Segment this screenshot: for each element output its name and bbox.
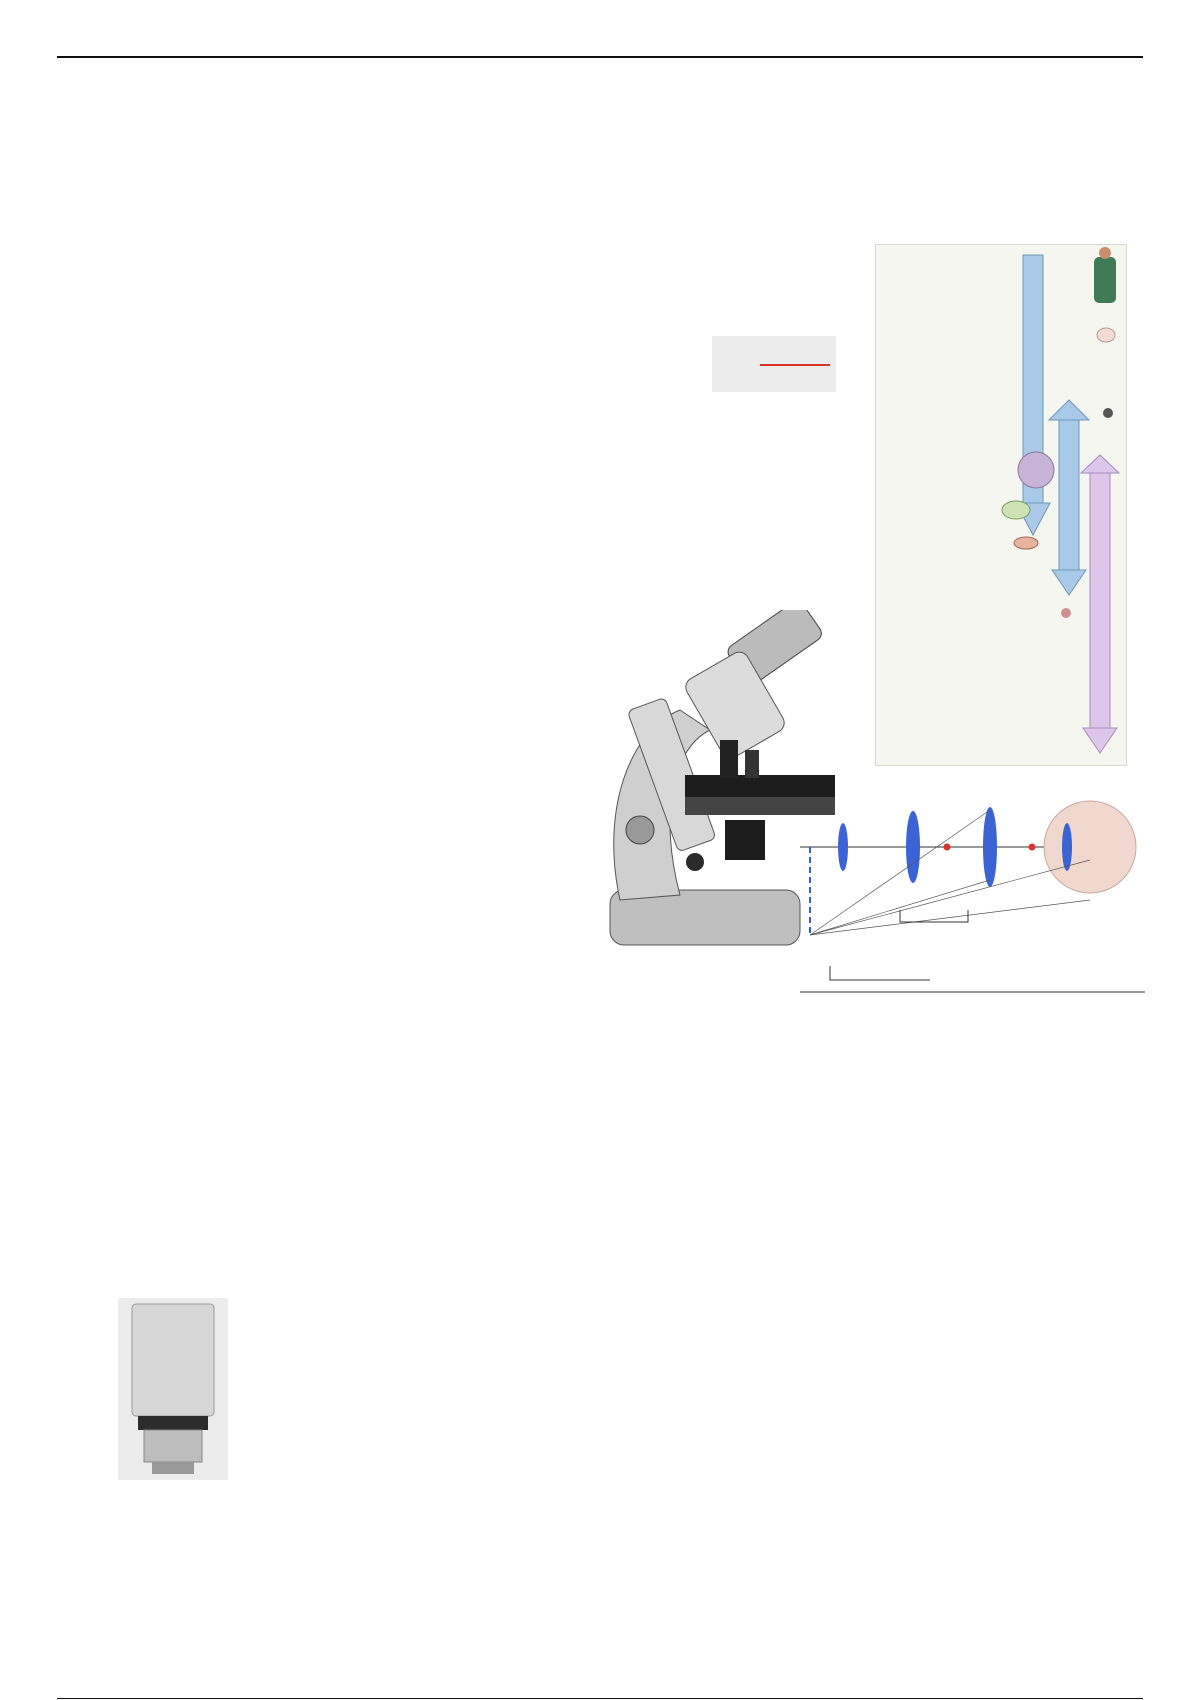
- optics-svg: [800, 770, 1145, 1010]
- light-control: [686, 853, 704, 871]
- light-microscope-top: [1049, 400, 1089, 420]
- lens-photo-svg: [118, 1298, 228, 1480]
- macro-knob: [626, 816, 654, 844]
- objective-lens-photo: [118, 1298, 228, 1480]
- ray: [810, 860, 1090, 935]
- frog-egg-illustration: [1103, 408, 1113, 418]
- tube-lens: [906, 811, 920, 883]
- bottom-rule: [57, 1698, 1143, 1699]
- size-scale-svg: [876, 245, 1126, 765]
- microscope-objective: [720, 740, 738, 778]
- human-head: [1099, 247, 1111, 259]
- intermediate-image-point: [944, 844, 951, 851]
- objective-lens: [838, 823, 848, 871]
- tube-length-bracket: [900, 910, 968, 922]
- top-rule: [57, 56, 1143, 58]
- electron-microscope-arrow: [1083, 728, 1117, 753]
- human-figure: [1094, 257, 1116, 303]
- electron-microscope-bar: [1090, 473, 1110, 728]
- mitochondrion-illustration: [1014, 537, 1038, 549]
- image-point: [1029, 844, 1036, 851]
- microscope-objective-2: [745, 750, 759, 778]
- lens-tip: [144, 1430, 202, 1462]
- infinity-space-bracket: [830, 966, 930, 980]
- size-scale-chart: [875, 244, 1127, 766]
- microscope-condensor: [725, 820, 765, 860]
- ray: [810, 900, 1090, 935]
- eye-lens: [1062, 823, 1072, 871]
- electron-microscope-top: [1081, 455, 1119, 473]
- egg-illustration: [1097, 328, 1115, 342]
- cell-illustration: [1018, 452, 1054, 488]
- resolution-formula-box: [712, 336, 836, 392]
- light-microscope-arrow: [1052, 570, 1086, 595]
- eye-illustration: [1044, 801, 1136, 893]
- optics-diagram: [800, 770, 1145, 1010]
- light-microscope-bar: [1059, 420, 1079, 570]
- lens-front: [152, 1462, 194, 1474]
- virus-illustration: [1061, 608, 1071, 618]
- ray: [810, 880, 990, 935]
- bacteria-illustration: [1002, 501, 1030, 519]
- lens-ring: [138, 1416, 208, 1430]
- lens-barrel: [132, 1304, 214, 1416]
- eyepiece-lens: [983, 807, 997, 887]
- formula-fraction-bar: [760, 364, 830, 366]
